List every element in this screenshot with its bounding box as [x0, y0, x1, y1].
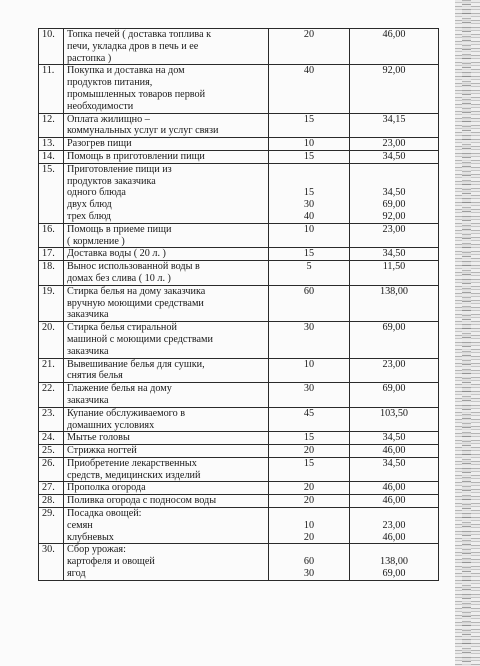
service-name-line: Вынос использованной воды в — [67, 261, 200, 273]
service-name-line: одного блюда — [67, 187, 126, 199]
service-name-line: ( кормление ) — [67, 235, 125, 247]
service-name-line: Доставка воды ( 20 л. ) — [67, 248, 166, 260]
service-minutes-line: 60 — [303, 285, 315, 297]
table-row — [39, 495, 439, 508]
service-price — [350, 358, 439, 383]
table-body — [39, 29, 439, 581]
service-minutes — [269, 322, 350, 358]
service-minutes — [269, 29, 350, 65]
service-price — [350, 113, 439, 138]
table-row — [39, 65, 439, 113]
service-name-line: Оплата жилищно – — [67, 113, 150, 125]
service-minutes — [269, 248, 350, 261]
service-minutes-line: 20 — [303, 445, 315, 457]
service-name — [64, 445, 269, 458]
row-number: 27. — [39, 482, 64, 495]
service-price-line: 69,00 — [382, 322, 406, 334]
service-minutes — [269, 407, 350, 432]
table-row — [39, 544, 439, 580]
service-price-line: 11,50 — [382, 261, 406, 273]
service-name-line: Покупка и доставка на дом — [67, 65, 185, 77]
table-row — [39, 482, 439, 495]
service-name — [64, 544, 269, 580]
service-minutes — [269, 163, 350, 223]
service-price-line: 138,00 — [379, 285, 408, 297]
service-price — [350, 261, 439, 286]
service-price-line: 34,50 — [382, 457, 406, 469]
service-minutes-line — [272, 164, 346, 176]
service-name-line: Стрижка ногтей — [67, 445, 137, 457]
service-name-line: трех блюд — [67, 210, 111, 222]
service-price — [350, 150, 439, 163]
service-minutes-line: 10 — [303, 519, 315, 531]
service-name-line: Разогрев пищи — [67, 138, 132, 150]
service-price-line: 69,00 — [382, 568, 406, 580]
service-name — [64, 261, 269, 286]
table-row — [39, 383, 439, 408]
row-number: 25. — [39, 445, 64, 458]
service-minutes — [269, 495, 350, 508]
service-price — [350, 223, 439, 248]
service-name — [64, 383, 269, 408]
service-name-line: Поливка огорода с подносом воды — [67, 495, 217, 507]
table-row — [39, 432, 439, 445]
service-minutes-line: 15 — [303, 457, 315, 469]
service-name-line: продуктов питания, — [67, 77, 153, 89]
service-name — [64, 457, 269, 482]
service-minutes-line: 20 — [303, 531, 315, 543]
service-price-line: 92,00 — [382, 210, 406, 222]
service-name-line: Помощь в приеме пищи — [67, 223, 172, 235]
service-minutes-line: 40 — [303, 65, 315, 77]
service-name-line: двух блюд — [67, 199, 112, 211]
row-number: 12. — [39, 113, 64, 138]
row-number: 11. — [39, 65, 64, 113]
service-name-line: снятия белья — [67, 370, 123, 382]
service-name-line: картофеля и овощей — [67, 556, 155, 568]
service-name-line: средств, медицинских изделий — [67, 469, 201, 481]
service-minutes-line: 40 — [303, 210, 315, 222]
service-name-line: печи, укладка дров в печь и ее — [67, 40, 199, 52]
service-minutes — [269, 508, 350, 544]
service-minutes-line: 5 — [306, 261, 312, 273]
service-price-line: 92,00 — [382, 65, 406, 77]
row-number: 20. — [39, 322, 64, 358]
service-name — [64, 322, 269, 358]
row-number: 29. — [39, 508, 64, 544]
service-name — [64, 113, 269, 138]
service-name-line: Топка печей ( доставка топлива к — [67, 29, 212, 40]
service-price-line: 69,00 — [382, 199, 406, 211]
table-row — [39, 445, 439, 458]
row-number: 13. — [39, 138, 64, 151]
service-name-line: Стирка белья на дому заказчика — [67, 285, 206, 297]
service-minutes — [269, 223, 350, 248]
service-price — [350, 457, 439, 482]
service-name-line: Глажение белья на дому — [67, 383, 172, 395]
service-name — [64, 223, 269, 248]
service-price-line: 23,00 — [382, 138, 406, 150]
service-name-line: заказчика — [67, 394, 109, 406]
table-row — [39, 508, 439, 544]
service-name — [64, 150, 269, 163]
service-name-line: вручную моющими средствами — [67, 297, 204, 309]
row-number: 23. — [39, 407, 64, 432]
service-name-line: ягод — [67, 568, 86, 580]
service-minutes-line: 30 — [303, 322, 315, 334]
services-price-table — [38, 28, 439, 581]
service-minutes-line: 30 — [303, 383, 315, 395]
service-price-line: 138,00 — [379, 556, 408, 568]
table-row — [39, 358, 439, 383]
service-price — [350, 544, 439, 580]
service-price — [350, 508, 439, 544]
service-minutes — [269, 150, 350, 163]
service-price-line: 46,00 — [382, 495, 406, 507]
row-number: 16. — [39, 223, 64, 248]
service-minutes-line: 15 — [303, 187, 315, 199]
service-name-line: Стирка белья стиральной — [67, 322, 177, 334]
table-row — [39, 113, 439, 138]
service-name-line: домашних условиях — [67, 419, 155, 431]
service-price — [350, 285, 439, 321]
service-name-line: Приобретение лекарственных — [67, 457, 197, 469]
table-row — [39, 457, 439, 482]
service-name-line: Мытье головы — [67, 432, 130, 444]
service-name — [64, 65, 269, 113]
row-number: 15. — [39, 163, 64, 223]
service-minutes-line — [272, 176, 346, 188]
row-number: 10. — [39, 29, 64, 65]
service-price — [350, 482, 439, 495]
service-name-line: промышленных товаров первой — [67, 88, 206, 100]
table-row — [39, 150, 439, 163]
service-minutes-line: 45 — [303, 407, 315, 419]
service-price — [350, 248, 439, 261]
row-number: 24. — [39, 432, 64, 445]
service-price — [350, 445, 439, 458]
service-name — [64, 29, 269, 65]
row-number: 22. — [39, 383, 64, 408]
service-minutes-line: 30 — [303, 568, 315, 580]
service-price-line: 34,50 — [382, 432, 406, 444]
service-price-line: 103,50 — [379, 407, 408, 419]
service-price — [350, 29, 439, 65]
service-price-line — [353, 508, 435, 520]
service-price-line: 23,00 — [382, 358, 406, 370]
service-name-line: необходимости — [67, 100, 134, 112]
service-minutes — [269, 65, 350, 113]
service-minutes — [269, 457, 350, 482]
service-price-line: 46,00 — [382, 531, 406, 543]
service-name-line: Прополка огорода — [67, 482, 146, 494]
service-price-line: 46,00 — [382, 482, 406, 494]
service-price-line: 46,00 — [382, 445, 406, 457]
service-price — [350, 322, 439, 358]
table-row — [39, 248, 439, 261]
service-name — [64, 163, 269, 223]
table-row — [39, 261, 439, 286]
row-number: 26. — [39, 457, 64, 482]
row-number: 14. — [39, 150, 64, 163]
service-minutes — [269, 113, 350, 138]
service-minutes-line: 60 — [303, 556, 315, 568]
service-minutes-line: 30 — [303, 199, 315, 211]
service-minutes-line: 20 — [303, 482, 315, 494]
service-minutes-line: 20 — [303, 495, 315, 507]
service-name-line: Посадка овощей: — [67, 508, 142, 520]
service-minutes — [269, 432, 350, 445]
service-price — [350, 495, 439, 508]
service-minutes — [269, 261, 350, 286]
service-name-line: продуктов заказчика — [67, 175, 156, 187]
service-minutes-line — [272, 508, 346, 520]
service-price — [350, 407, 439, 432]
service-name-line: Вывешивание белья для сушки, — [67, 358, 205, 370]
service-price-line: 34,50 — [382, 187, 406, 199]
row-number: 21. — [39, 358, 64, 383]
service-minutes-line: 15 — [303, 150, 315, 162]
service-minutes — [269, 445, 350, 458]
table-row — [39, 163, 439, 223]
service-minutes-line — [272, 544, 346, 556]
service-minutes-line: 15 — [303, 432, 315, 444]
service-price-line: 23,00 — [382, 519, 406, 531]
service-name — [64, 285, 269, 321]
service-name-line: Приготовление пищи из — [67, 163, 172, 175]
service-minutes-line: 20 — [303, 29, 315, 40]
service-minutes — [269, 138, 350, 151]
table-row — [39, 138, 439, 151]
service-price — [350, 432, 439, 445]
service-minutes — [269, 285, 350, 321]
service-price-line: 34,15 — [382, 113, 406, 125]
service-minutes-line: 10 — [303, 358, 315, 370]
table-row — [39, 407, 439, 432]
scan-edge-artifact-inner — [462, 0, 471, 666]
service-name-line: машиной с моющими средствами — [67, 333, 213, 345]
service-name — [64, 482, 269, 495]
service-name-line: коммунальных услуг и услуг связи — [67, 125, 219, 137]
service-price-line: 23,00 — [382, 223, 406, 235]
service-price-line: 34,50 — [382, 248, 406, 260]
service-name-line: домах без слива ( 10 л. ) — [67, 272, 171, 284]
service-minutes — [269, 482, 350, 495]
service-minutes-line: 10 — [303, 138, 315, 150]
row-number: 17. — [39, 248, 64, 261]
service-name-line: Помощь в приготовлении пищи — [67, 150, 205, 162]
service-name-line: заказчика — [67, 345, 109, 357]
service-minutes — [269, 544, 350, 580]
service-name — [64, 407, 269, 432]
service-name — [64, 358, 269, 383]
service-name-line: заказчика — [67, 309, 109, 321]
table-row — [39, 223, 439, 248]
service-minutes-line: 15 — [303, 113, 315, 125]
row-number: 19. — [39, 285, 64, 321]
service-name-line: клубневых — [67, 531, 114, 543]
service-name-line: Купание обслуживаемого в — [67, 407, 186, 419]
service-name — [64, 432, 269, 445]
service-minutes-line: 10 — [303, 223, 315, 235]
table-row — [39, 322, 439, 358]
service-price-line — [353, 176, 435, 188]
service-price-line: 46,00 — [382, 29, 406, 40]
service-price-line — [353, 544, 435, 556]
row-number: 18. — [39, 261, 64, 286]
service-name-line: семян — [67, 519, 93, 531]
service-minutes-line: 15 — [303, 248, 315, 260]
service-price-line: 69,00 — [382, 383, 406, 395]
service-name-line: Сбор урожая: — [67, 544, 126, 556]
service-name — [64, 495, 269, 508]
service-minutes — [269, 383, 350, 408]
row-number: 30. — [39, 544, 64, 580]
row-number: 28. — [39, 495, 64, 508]
service-price-line — [353, 164, 435, 176]
table-row — [39, 29, 439, 65]
service-price — [350, 138, 439, 151]
service-price — [350, 383, 439, 408]
service-price — [350, 65, 439, 113]
service-price — [350, 163, 439, 223]
service-name — [64, 248, 269, 261]
service-name — [64, 508, 269, 544]
service-name-line: растопка ) — [67, 52, 112, 64]
service-name — [64, 138, 269, 151]
service-price-line: 34,50 — [382, 150, 406, 162]
service-minutes — [269, 358, 350, 383]
table-row — [39, 285, 439, 321]
